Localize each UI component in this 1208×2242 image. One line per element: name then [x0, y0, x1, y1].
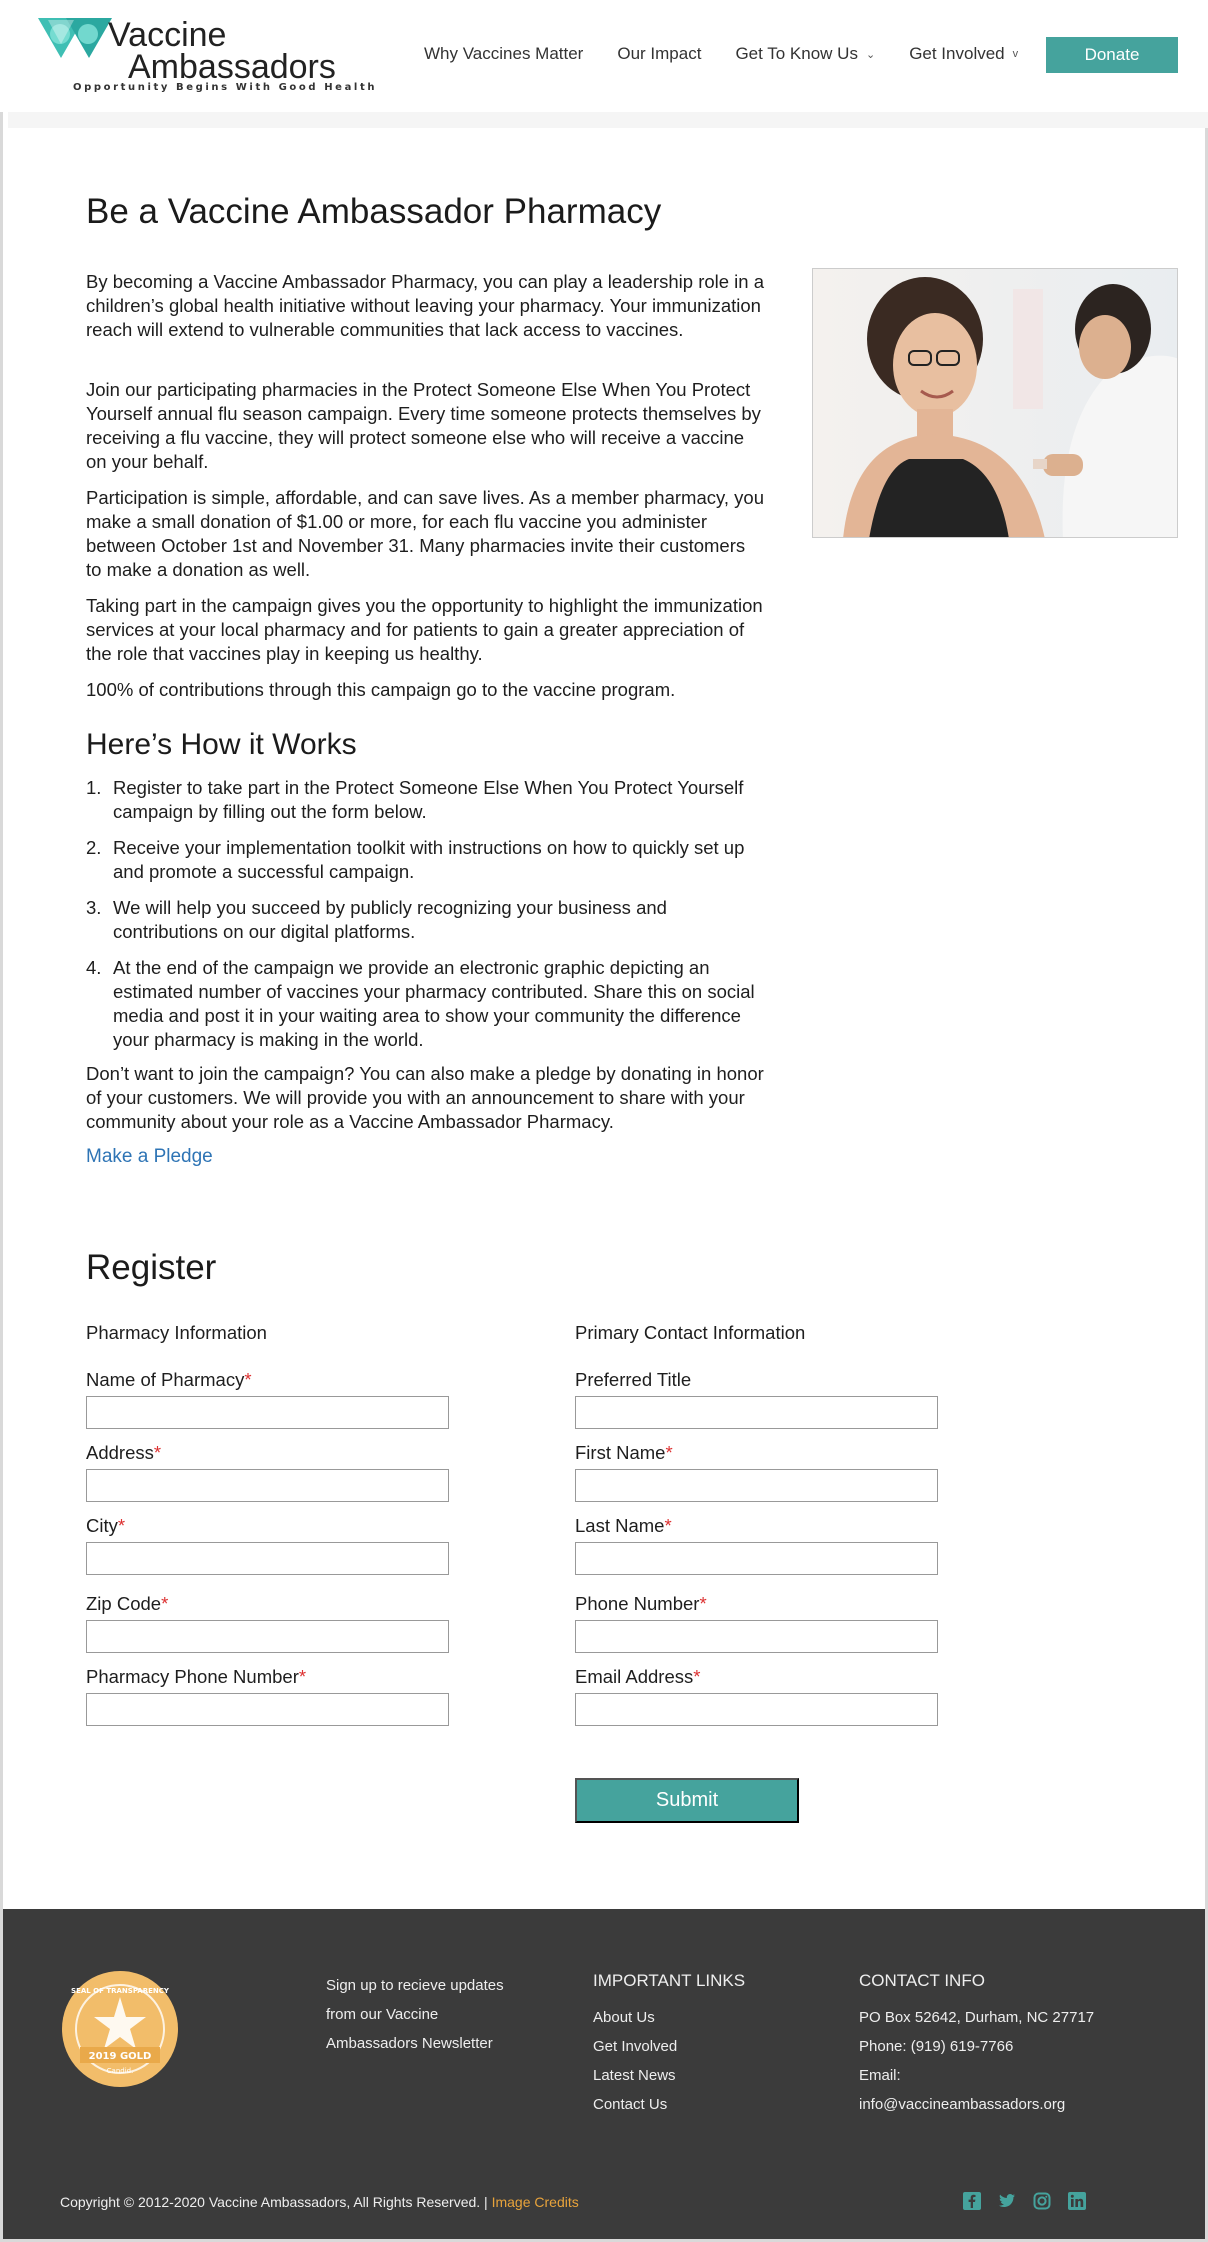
list-item: [86, 956, 776, 1052]
field-label-text: Last Name: [575, 1515, 665, 1536]
seal-title-text: SEAL OF TRANSPARENCY: [71, 1987, 169, 1995]
preferred-title-input[interactable]: [575, 1396, 938, 1429]
step-number: 4.: [86, 957, 102, 978]
intro-paragraph: By becoming a Vaccine Ambassador Pharmacy, you can play a leadership role in a children’s global health initiative without leaving your pharmacy. Your immunization reach will extend to vulnerable communities that lack access to vaccines.: [86, 271, 765, 340]
pharmacy-phone-input[interactable]: [86, 1693, 449, 1726]
required-marker: *: [693, 1666, 701, 1687]
last-name-label: [575, 1515, 672, 1537]
contact-email-label: Email:: [859, 2067, 901, 2084]
pharmacy-name-label: [86, 1369, 252, 1391]
make-a-pledge-link[interactable]: Make a Pledge: [86, 1146, 213, 1167]
page-title: Be a Vaccine Ambassador Pharmacy: [86, 192, 662, 231]
email-address-input[interactable]: [575, 1693, 938, 1726]
field-label-text: Email Address: [575, 1666, 694, 1687]
nav-our-impact[interactable]: [617, 44, 701, 64]
instagram-icon[interactable]: [1033, 2192, 1051, 2215]
footer-link-latest-news[interactable]: Latest News: [593, 2067, 676, 2084]
step-text: Receive your implementation toolkit with instructions on how to quickly set up and promote a successful campaign.: [113, 837, 745, 882]
logo-text-line2: Ambassadors: [128, 48, 336, 86]
footer-link-about-us[interactable]: About Us: [593, 2009, 655, 2026]
pharmacy-info-heading: Pharmacy Information: [86, 1322, 267, 1343]
step-text: At the end of the campaign we provide an electronic graphic depicting an estimated number of vaccines your pharmacy contributed. Share this on social media and post it in your waiting area to show your community the difference your pharmacy is making in the world.: [113, 957, 755, 1050]
logo-text-line1: Vaccine: [108, 16, 227, 54]
seal-year-text: 2019 GOLD: [88, 2051, 152, 2062]
contact-info-list: [859, 2003, 1094, 2119]
image-credits-link[interactable]: Image Credits: [491, 2194, 579, 2210]
nav-get-involved[interactable]: [909, 44, 1018, 64]
city-input[interactable]: [86, 1542, 449, 1575]
required-marker: *: [153, 1442, 162, 1463]
pharmacy-phone-label: [86, 1666, 306, 1688]
how-it-works-list: [86, 776, 776, 1064]
phone-number-label: [575, 1593, 707, 1615]
contact-info-heading-footer: CONTACT INFO: [859, 1971, 985, 1990]
required-marker: *: [699, 1593, 707, 1614]
zip-code-label: [86, 1593, 168, 1615]
header-divider: [8, 112, 1208, 128]
first-name-input[interactable]: [575, 1469, 938, 1502]
phone-number-input[interactable]: [575, 1620, 938, 1653]
step-text: We will help you succeed by publicly recognizing your business and contributions on our digital platforms.: [113, 897, 667, 942]
first-name-label: [575, 1442, 673, 1464]
opportunity-paragraph: Taking part in the campaign gives you the opportunity to highlight the immunization services at your local pharmacy and for patients to gain a greater appreciation of the role that vaccines play in keeping us healthy.: [86, 595, 763, 664]
copyright-text: [60, 2194, 579, 2210]
nav-item-label: Why Vaccines Matter: [424, 44, 584, 63]
field-label-text: Zip Code: [86, 1593, 162, 1614]
site-logo[interactable]: [38, 16, 378, 96]
field-label-text: City: [86, 1515, 118, 1536]
chevron-down-icon: ⌄: [865, 48, 876, 61]
preferred-title-label: [575, 1369, 691, 1391]
linkedin-icon[interactable]: [1068, 2192, 1086, 2215]
pledge-paragraph: Don’t want to join the campaign? You can also make a pledge by donating in honor of your customers. We will provide you with an announcement to share with your community about your role as a Vaccine Ambassador Pharmacy.: [86, 1063, 764, 1132]
list-item: [86, 896, 776, 944]
site-header: [0, 0, 1208, 112]
participation-paragraph: Participation is simple, affordable, and can save lives. As a member pharmacy, you make a small donation of $1.00 or more, for each flu vaccine you administer between October 1st and November 31. Many pharmacies invite their customers to make a donation as well.: [86, 487, 764, 580]
how-it-works-heading: Here’s How it Works: [86, 728, 357, 761]
facebook-icon[interactable]: [963, 2192, 981, 2215]
footer-link-get-involved[interactable]: Get Involved: [593, 2038, 678, 2055]
required-marker: *: [298, 1666, 307, 1687]
register-heading: Register: [86, 1248, 217, 1287]
nav-item-label: Get Involved: [909, 44, 1005, 63]
footer-link-contact-us[interactable]: Contact Us: [593, 2096, 668, 2113]
contact-email-link[interactable]: info@vaccineambassadors.org: [859, 2096, 1066, 2113]
contact-phone: Phone: (919) 619-7766: [859, 2038, 1014, 2055]
contact-info-heading: Primary Contact Information: [575, 1322, 806, 1343]
hero-image-vaccination: [812, 268, 1178, 538]
nav-why-vaccines-matter[interactable]: [424, 44, 583, 64]
contact-address: PO Box 52642, Durham, NC 27717: [859, 2009, 1095, 2026]
nav-get-to-know-us[interactable]: [735, 44, 875, 64]
field-label-text: Preferred Title: [575, 1369, 692, 1390]
address-label: [86, 1442, 161, 1464]
important-links-heading: IMPORTANT LINKS: [593, 1971, 746, 1990]
city-label: [86, 1515, 125, 1537]
nav-item-label: Our Impact: [617, 44, 702, 63]
step-number: 2.: [86, 837, 102, 858]
site-footer: [3, 1909, 1205, 2239]
seal-badge-icon: [60, 1969, 180, 2089]
pharmacy-name-input[interactable]: [86, 1396, 449, 1429]
required-marker: *: [161, 1593, 169, 1614]
seal-brand-text: Candid.: [106, 2067, 134, 2075]
newsletter-signup-text[interactable]: Sign up to recieve updates from our Vaccine Ambassadors Newsletter: [326, 1977, 504, 2052]
nav-item-label: Get To Know Us: [735, 44, 858, 63]
list-item: [86, 836, 776, 884]
address-input[interactable]: [86, 1469, 449, 1502]
required-marker: *: [664, 1515, 672, 1536]
field-label-text: Phone Number: [575, 1593, 700, 1614]
list-item: [86, 776, 776, 824]
copyright-label: Copyright © 2012-2020 Vaccine Ambassadors, All Rights Reserved. |: [60, 2194, 488, 2210]
twitter-icon[interactable]: [998, 2192, 1016, 2215]
zip-code-input[interactable]: [86, 1620, 449, 1653]
field-label-text: Name of Pharmacy: [86, 1369, 245, 1390]
important-links-list: [593, 2003, 677, 2119]
chevron-down-icon: v: [1012, 48, 1019, 60]
required-marker: *: [244, 1369, 252, 1390]
step-number: 1.: [86, 777, 102, 798]
email-address-label: [575, 1666, 700, 1688]
transparency-seal[interactable]: [60, 1969, 180, 2089]
social-links: [963, 2192, 1086, 2215]
step-number: 3.: [86, 897, 102, 918]
field-label-text: Address: [86, 1442, 154, 1463]
donate-button[interactable]: Donate: [1046, 37, 1178, 73]
last-name-input[interactable]: [575, 1542, 938, 1575]
contributions-paragraph: 100% of contributions through this campaign go to the vaccine program.: [86, 679, 676, 700]
field-label-text: First Name: [575, 1442, 666, 1463]
logo-tagline: Opportunity Begins With Good Health: [73, 82, 378, 93]
required-marker: *: [117, 1515, 126, 1536]
campaign-paragraph: Join our participating pharmacies in the Protect Someone Else When You Protect Yourself annual flu season campaign. Every time someone protects themselves by receiving a flu vaccine, they will protect someone else who will receive a vaccine on your behalf.: [86, 379, 761, 472]
required-marker: *: [665, 1442, 673, 1463]
field-label-text: Pharmacy Phone Number: [86, 1666, 299, 1687]
step-text: Register to take part in the Protect Someone Else When You Protect Yourself campaign by filling out the form below.: [113, 777, 744, 822]
main-nav: [424, 44, 1052, 64]
submit-button[interactable]: Submit: [575, 1778, 799, 1823]
